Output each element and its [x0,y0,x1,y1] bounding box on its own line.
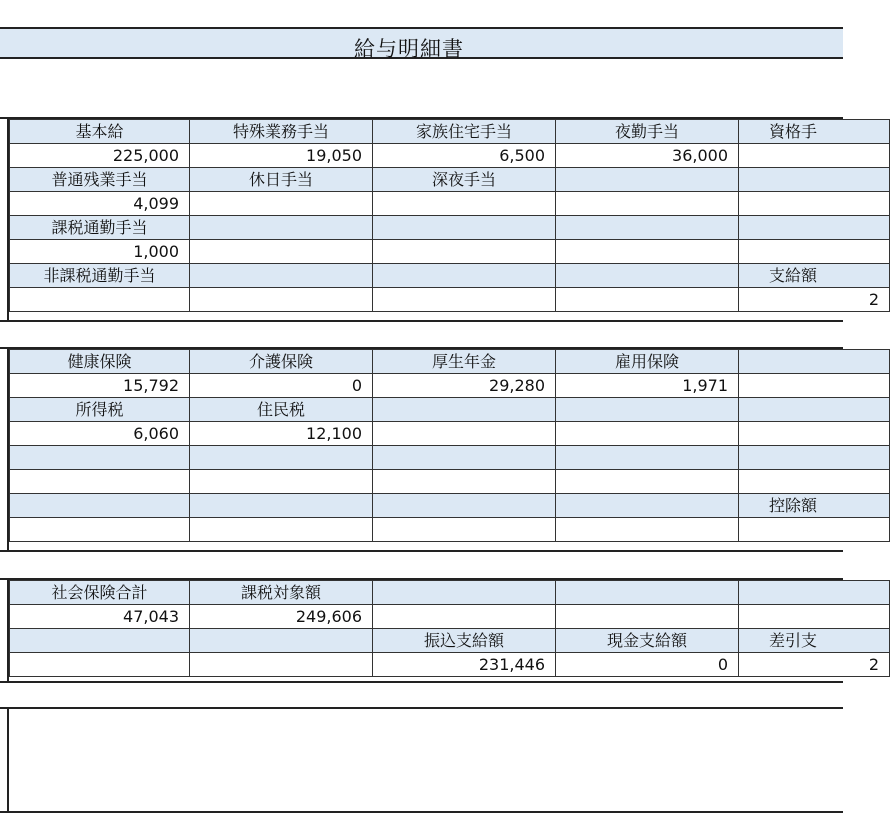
table-row [10,288,890,312]
field-value: 0 [556,653,739,677]
empty-cell [739,192,890,216]
totals-section [0,578,879,683]
empty-cell [373,470,556,494]
field-value: 47,043 [10,605,190,629]
table-row [10,494,890,518]
table-row [10,581,890,605]
field-label: 特殊業務手当 [190,120,373,144]
empty-cell [10,470,190,494]
empty-cell [739,398,890,422]
empty-cell [190,240,373,264]
empty-cell [556,398,739,422]
empty-cell [556,288,739,312]
field-label: 非課税通勤手当 [10,264,190,288]
empty-cell [373,240,556,264]
empty-cell [739,144,890,168]
table-row [10,168,890,192]
field-value: 249,606 [190,605,373,629]
empty-cell [556,446,739,470]
empty-cell [190,216,373,240]
empty-cell [190,518,373,542]
field-label: 課税対象額 [190,581,373,605]
remarks-box [0,707,843,813]
left-border [7,709,9,811]
field-label: 介護保険 [190,350,373,374]
field-label: 支給額 [739,264,890,288]
table-row [10,398,890,422]
empty-cell [739,605,890,629]
empty-cell [373,581,556,605]
empty-cell [373,288,556,312]
empty-cell [190,629,373,653]
empty-cell [373,605,556,629]
empty-cell [373,398,556,422]
field-label: 家族住宅手当 [373,120,556,144]
empty-cell [556,264,739,288]
table-row [10,216,890,240]
field-value: 15,792 [10,374,190,398]
field-value: 29,280 [373,374,556,398]
table-row [10,192,890,216]
field-label: 所得税 [10,398,190,422]
field-value: 2 [739,653,890,677]
empty-cell [739,518,890,542]
empty-cell [556,216,739,240]
table-row [10,240,890,264]
field-label: 基本給 [10,120,190,144]
empty-cell [556,494,739,518]
field-value: 1,000 [10,240,190,264]
empty-cell [10,446,190,470]
field-value: 225,000 [10,144,190,168]
field-value: 0 [190,374,373,398]
empty-cell [556,422,739,446]
empty-cell [556,605,739,629]
empty-cell [190,192,373,216]
field-label: 夜勤手当 [556,120,739,144]
field-label: 社会保険合計 [10,581,190,605]
empty-cell [556,240,739,264]
table-row [10,446,890,470]
deductions-table [9,349,890,542]
empty-cell [739,216,890,240]
empty-cell [373,446,556,470]
empty-cell [10,629,190,653]
field-value: 19,050 [190,144,373,168]
empty-cell [373,494,556,518]
empty-cell [739,168,890,192]
payments-table [9,119,890,312]
field-label: 資格手 [739,120,890,144]
field-label: 休日手当 [190,168,373,192]
empty-cell [556,581,739,605]
field-label: 雇用保険 [556,350,739,374]
payments-section [0,117,879,322]
field-value: 1,971 [556,374,739,398]
empty-cell [556,192,739,216]
field-label: 厚生年金 [373,350,556,374]
empty-cell [373,518,556,542]
field-value: 12,100 [190,422,373,446]
totals-table [9,580,890,677]
empty-cell [556,470,739,494]
table-row [10,120,890,144]
field-value: 231,446 [373,653,556,677]
table-row [10,264,890,288]
empty-cell [556,518,739,542]
empty-cell [373,264,556,288]
empty-cell [190,264,373,288]
empty-cell [10,494,190,518]
field-label: 普通残業手当 [10,168,190,192]
empty-cell [556,168,739,192]
empty-cell [373,216,556,240]
empty-cell [373,422,556,446]
field-value: 6,500 [373,144,556,168]
empty-cell [739,470,890,494]
table-row [10,518,890,542]
field-label: 健康保険 [10,350,190,374]
empty-cell [190,446,373,470]
empty-cell [190,494,373,518]
page-title: 給与明細書 [354,37,464,61]
table-row [10,629,890,653]
deductions-section [0,347,843,552]
field-value: 4,099 [10,192,190,216]
table-row [10,350,890,374]
table-row [10,605,890,629]
empty-cell [739,350,890,374]
field-label: 控除額 [739,494,890,518]
field-label: 現金支給額 [556,629,739,653]
title-bar [0,27,843,59]
field-label: 住民税 [190,398,373,422]
empty-cell [739,446,890,470]
empty-cell [373,192,556,216]
field-label: 振込支給額 [373,629,556,653]
empty-cell [190,470,373,494]
field-label: 課税通勤手当 [10,216,190,240]
table-row [10,374,890,398]
table-row [10,653,890,677]
table-row [10,422,890,446]
empty-cell [190,288,373,312]
empty-cell [739,581,890,605]
empty-cell [10,653,190,677]
field-label: 深夜手当 [373,168,556,192]
field-label: 差引支 [739,629,890,653]
field-value: 6,060 [10,422,190,446]
table-row [10,144,890,168]
empty-cell [10,288,190,312]
empty-cell [190,653,373,677]
field-value: 36,000 [556,144,739,168]
empty-cell [739,374,890,398]
empty-cell [739,240,890,264]
empty-cell [739,422,890,446]
table-row [10,470,890,494]
field-value: 2 [739,288,890,312]
empty-cell [10,518,190,542]
